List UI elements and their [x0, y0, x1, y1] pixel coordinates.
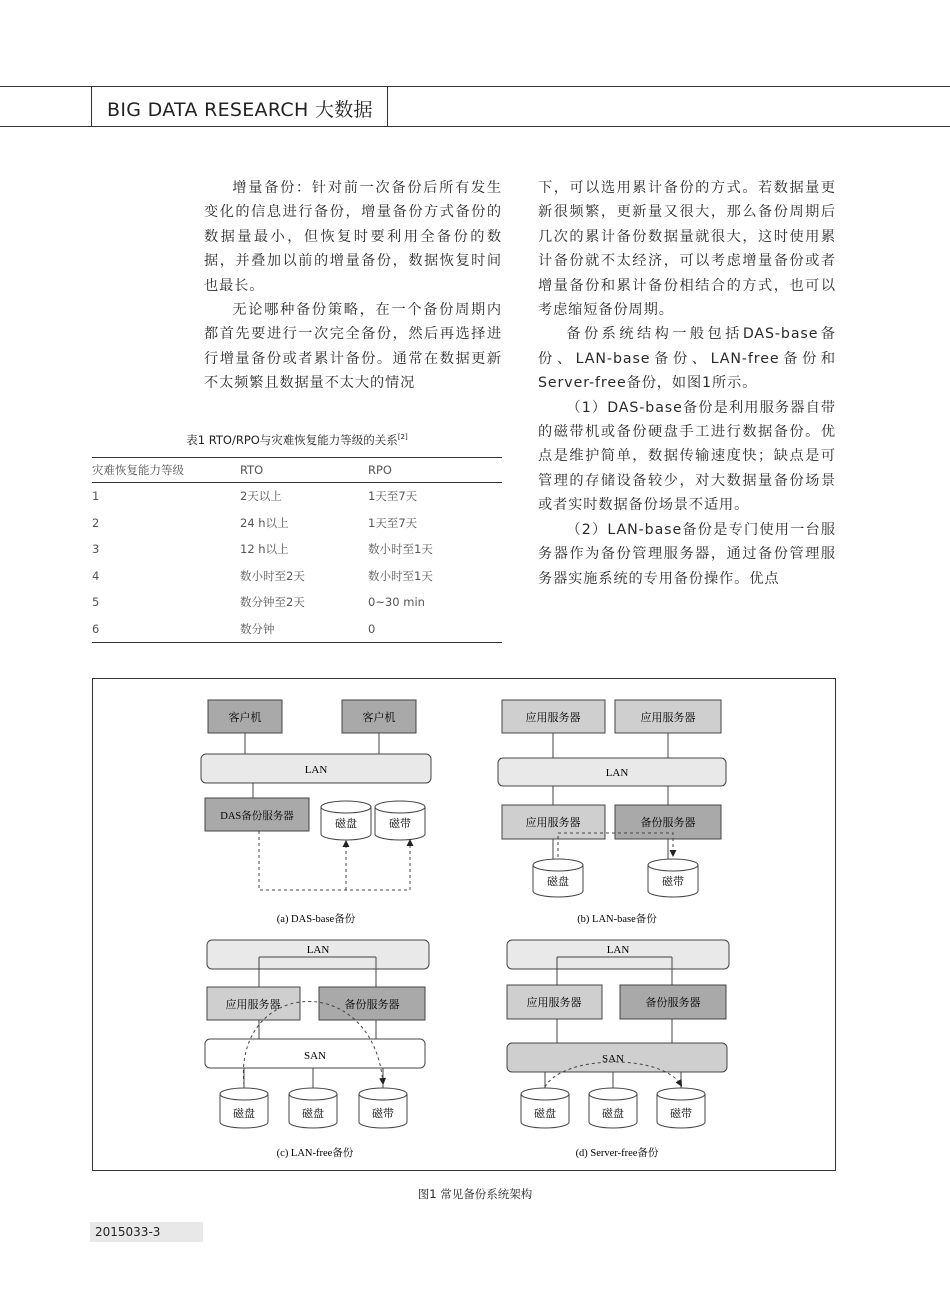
table-header-rpo: RPO [368, 458, 502, 483]
table-cell-rpo: 0 [368, 616, 502, 643]
table-cell-rpo: 数小时至1天 [368, 568, 433, 583]
table-row [92, 616, 502, 643]
tape-label: 磁带 [372, 1108, 394, 1120]
table-row [92, 483, 502, 510]
paragraph-cumulative: 下，可以选用累计备份的方式。若数据量更新很频繁，更新量又很大，那么备份周期后几次的累计备份数据量就很大，这时使用累计备份就不太经济，可以考虑增量备份或者增量备份和累计备份相结合的方式，也可以考虑缩短备份周期。 [538, 180, 836, 319]
table-row [92, 563, 502, 590]
table-row [92, 510, 502, 537]
table-header-rto: RTO [240, 458, 368, 483]
table-cell-rpo: 数小时至1天 [368, 542, 433, 557]
table-header-row [92, 458, 502, 483]
lan-label: LAN [606, 944, 630, 956]
journal-title: BIG DATA RESEARCH 大数据 [107, 99, 373, 121]
lan-label: LAN [605, 767, 629, 779]
backup-server-label: 备份服务器 [645, 997, 701, 1009]
das-server-label: DAS备份服务器 [220, 811, 294, 822]
app-server-label: 应用服务器 [525, 712, 581, 724]
panel-das-base [201, 700, 431, 925]
table-cell-rto: 数分钟至2天 [240, 595, 305, 610]
san-label: SAN [303, 1050, 327, 1062]
backup-server-label: 备份服务器 [640, 817, 696, 829]
paragraph-lan-base: （2）LAN-base备份是专门使用一台服务器作为备份管理服务器，通过备份管理服务器实施系统的专用备份操作。优点 [538, 521, 836, 587]
backup-server-label: 备份服务器 [344, 999, 400, 1011]
header-bottom-rule [0, 126, 950, 127]
left-column [204, 176, 502, 396]
backup-architecture-diagram [93, 679, 837, 1172]
panel-server-free [507, 940, 729, 1159]
table-cell-level: 3 [92, 542, 100, 557]
table-header-level: 灾难恢复能力等级 [92, 458, 240, 483]
table-cell-level: 5 [92, 595, 100, 610]
table-row [92, 589, 502, 616]
table-caption-ref: [2] [397, 433, 408, 442]
app-server-label: 应用服务器 [640, 712, 696, 724]
table-cell-level: 4 [92, 568, 100, 583]
client-label: 客户机 [362, 712, 396, 724]
panel-label: (c) LAN-free备份 [276, 1148, 354, 1159]
header-divider-left [91, 86, 92, 127]
disk-label: 磁盘 [302, 1108, 324, 1120]
table-cell-rpo: 1天至7天 [368, 489, 418, 504]
paragraph-architectures: 备份系统结构一般包括DAS-base备份、LAN-base备份、LAN-free备份和Server-free备份，如图1所示。 [538, 326, 836, 392]
table-cell-rto: 2天以上 [240, 489, 282, 504]
figure-caption: 图1 常见备份系统架构 [417, 1187, 533, 1201]
table-cell-rto: 数小时至2天 [240, 568, 305, 583]
panel-lan-base [498, 700, 726, 925]
tape-label: 磁带 [670, 1108, 692, 1120]
table-cell-rto: 数分钟 [240, 616, 368, 643]
table-cell-rpo: 0~30 min [368, 595, 425, 610]
disk-label: 磁盘 [335, 818, 357, 830]
app-server-label: 应用服务器 [225, 999, 281, 1011]
app-server-label: 应用服务器 [525, 817, 581, 829]
figure-backup-architectures [92, 678, 836, 1171]
disk-label: 磁盘 [534, 1108, 556, 1120]
disk-label: 磁盘 [233, 1108, 255, 1120]
client-label: 客户机 [228, 712, 262, 724]
paragraph-incremental: 增量备份：针对前一次备份后所有发生变化的信息进行备份，增量备份方式备份的数据量最小，但恢复时要利用全备份的数据，并叠加以前的增量备份，数据恢复时间也最长。 [204, 180, 502, 294]
lan-label: LAN [306, 944, 330, 956]
table-cell-rpo: 1天至7天 [368, 515, 418, 530]
page-identifier: 2015033-3 [90, 1222, 203, 1242]
table-cell-level: 2 [92, 515, 100, 530]
tape-label: 磁带 [662, 876, 684, 888]
table-cell-level: 1 [92, 489, 100, 504]
panel-label: (d) Server-free备份 [575, 1148, 659, 1159]
header-top-rule [0, 86, 950, 87]
panel-lan-free [205, 940, 429, 1159]
table-row [92, 536, 502, 563]
table-caption-text: 表1 RTO/RPO与灾难恢复能力等级的关系 [186, 433, 398, 447]
lan-label: LAN [304, 764, 328, 776]
paragraph-das-base: （1）DAS-base备份是利用服务器自带的磁带机或备份硬盘手工进行数据备份。优点是维护简单，数据传输速度快；缺点是可管理的存储设备较少，对大数据量备份场景或者实时数据备份场景不适用。 [538, 399, 836, 514]
disk-label: 磁盘 [602, 1108, 624, 1120]
table-caption [92, 432, 502, 448]
paragraph-strategy: 无论哪种备份策略，在一个备份周期内都首先要进行一次完全备份，然后再选择进行增量备份或者累计备份。通常在数据更新不太频繁且数据量不太大的情况 [204, 302, 502, 392]
disk-label: 磁盘 [547, 876, 569, 888]
panel-label: (a) DAS-base备份 [276, 914, 356, 925]
tape-label: 磁带 [389, 818, 411, 830]
table-cell-rto: 12 h以上 [240, 542, 289, 557]
san-label: SAN [601, 1053, 625, 1065]
app-server-label: 应用服务器 [526, 997, 582, 1009]
panel-label: (b) LAN-base备份 [577, 914, 657, 925]
table-cell-rto: 24 h以上 [240, 515, 289, 530]
rto-rpo-table [92, 457, 502, 643]
right-column [538, 176, 836, 591]
table-cell-level: 6 [92, 616, 240, 643]
header-divider-right [387, 86, 388, 127]
